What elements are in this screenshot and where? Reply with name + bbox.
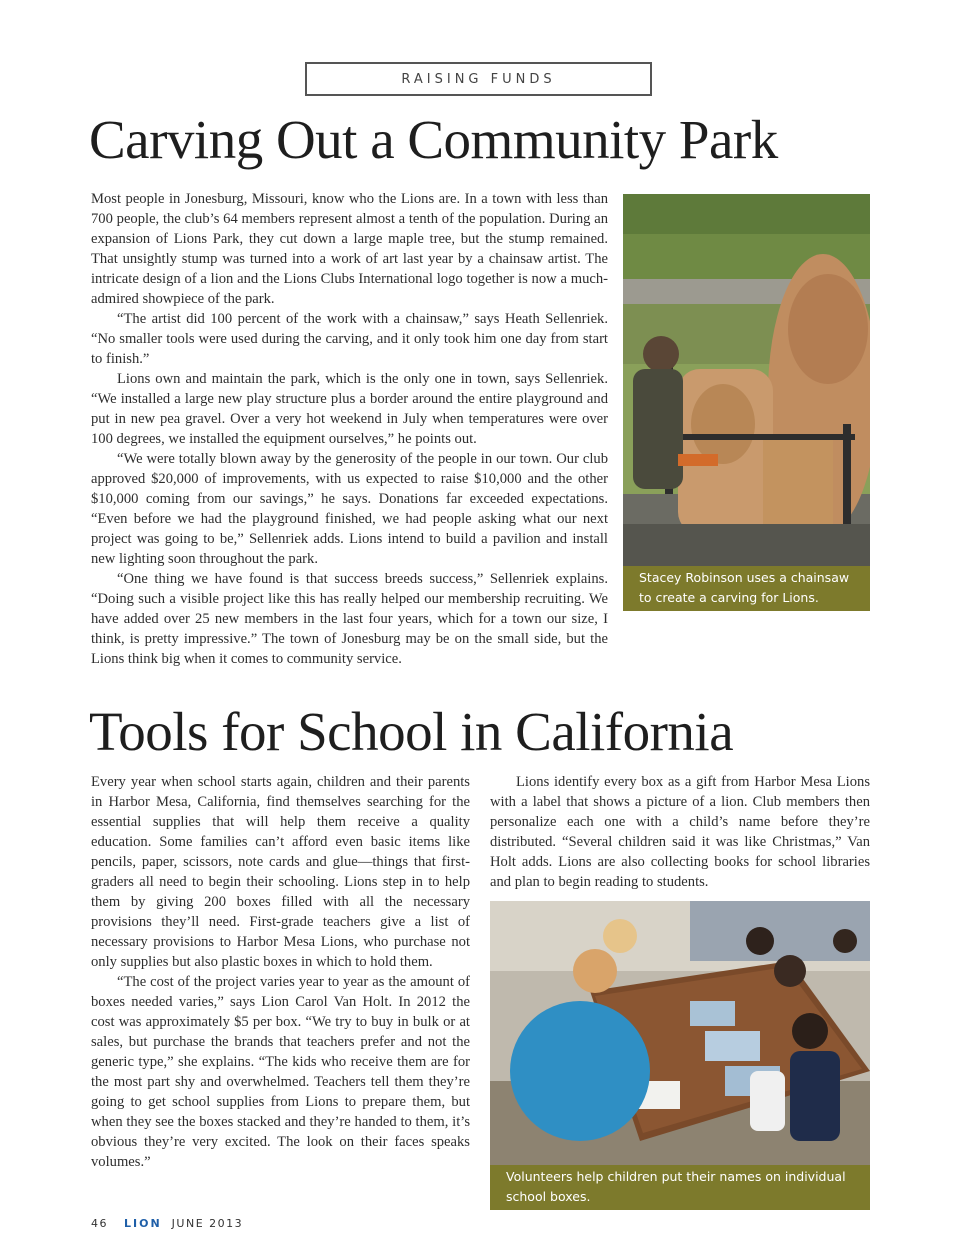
article1-paragraph: “We were totally blown away by the generosity of the people in our town. Our club approved $20,000 of improvements, with us expected to raise $10,000 and the other $10,000 coming from our savings,” he says. Donations far exceeded expectations. “Even before we had the playground finished, we had people asking what our next project was going to be,” Sellenriek adds. Lions intend to build a pavilion and install new lighting soon throughout the park.: [91, 451, 608, 567]
article1-paragraph: Lions own and maintain the park, which is the only one in town, says Sellenriek. “We installed a large new play structure plus a border around the entire playground and put in new pea gravel. Over a very hot weekend in July when temperatures were over 100 degrees, we installed the equipment ourselves,” he points out.: [91, 371, 608, 447]
photo2-caption: Volunteers help children put their names on individual school boxes.: [490, 1165, 870, 1210]
section-label: RAISING FUNDS: [305, 62, 652, 96]
volunteers-children-photo: [490, 901, 870, 1165]
article2-title: Tools for School in California: [89, 701, 734, 762]
article2-body-right: [490, 772, 870, 892]
article1-body: [91, 189, 608, 669]
article1-paragraph: Most people in Jonesburg, Missouri, know who the Lions are. In a town with less than 700 people, the club’s 64 members represent almost a tenth of the population. During an expansion of Lions Park, they cut down a large maple tree, but the stump remained. That unsightly stump was turned into a work of art last year by a chainsaw artist. The intricate design of a lion and the Lions Clubs International logo together is now a much-admired showpiece of the park.: [91, 191, 608, 307]
article1-paragraph: “The artist did 100 percent of the work with a chainsaw,” says Heath Sellenriek. “No smaller tools were used during the carving, and it only took him one day from start to finish.”: [91, 311, 608, 367]
article2-paragraph: Every year when school starts again, children and their parents in Harbor Mesa, California, find themselves searching for the essential supplies that will help them receive a quality education. Some families can’t afford even basic items like pencils, paper, scissors, note cards and glue—things that first-graders all need to begin their schooling. Lions step in to help them by giving 200 boxes filled with all the necessary provisions they’ll need. First-grade teachers give a list of necessary provisions to Harbor Mesa Lions, who purchase not only supplies but also plastic boxes in which to hold them.: [91, 774, 470, 970]
article2-body-left: [91, 772, 470, 1172]
article1-title: Carving Out a Community Park: [89, 109, 778, 170]
article2-paragraph: Lions identify every box as a gift from Harbor Mesa Lions with a label that shows a picture of a lion. Club members then personalize each one with a child’s name before they’re distributed. “Several children said it was like Christmas,” Van Holt adds. Lions are also collecting books for school libraries and plan to begin reading to students.: [490, 774, 870, 890]
chainsaw-carving-photo: [623, 194, 870, 566]
issue-date: JUNE 2013: [171, 1217, 244, 1230]
page-footer: [91, 1217, 243, 1230]
magazine-name: LION: [124, 1217, 162, 1230]
article2-paragraph: “The cost of the project varies year to year as the amount of boxes needed varies,” says Lion Carol Van Holt. In 2012 the cost was approximately $5 per box. “We try to buy in bulk or at sales, but purchase the brands that teachers prefer and not the generic type,” she explains. “The kids who receive them are for the most part shy and overwhelmed. Teachers tell them they’re going to get school supplies from Lions to prepare them, but when they see the boxes stacked and they’re handed to them, it’s obvious they’re very excited. The look on their faces speaks volumes.”: [91, 974, 470, 1170]
page-number: 46: [91, 1217, 108, 1230]
article1-paragraph: “One thing we have found is that success breeds success,” Sellenriek explains. “Doing such a visible project like this has really helped our membership recruiting. We have added over 25 new members in the last four years, which for a town our size, I think, is pretty impressive.” The town of Jonesburg may be on the small side, but the Lions think big when it comes to community service.: [91, 571, 608, 667]
photo1-caption: Stacey Robinson uses a chainsaw to create a carving for Lions.: [623, 566, 870, 611]
